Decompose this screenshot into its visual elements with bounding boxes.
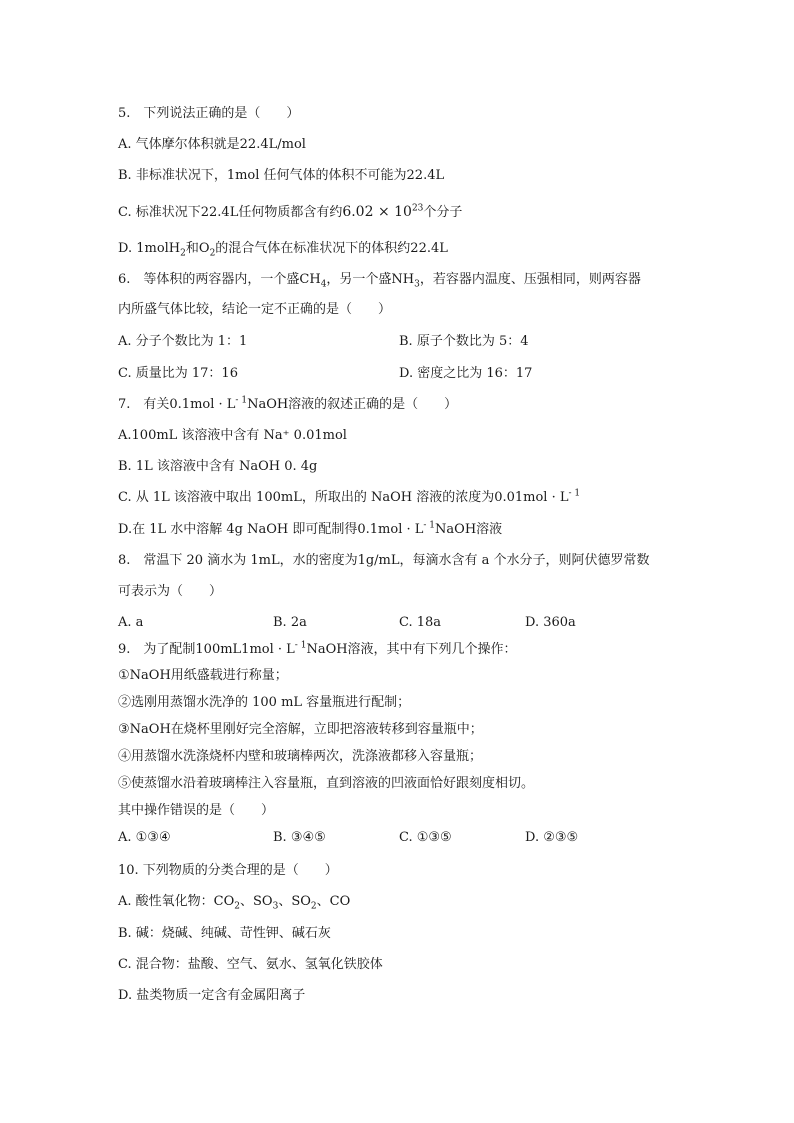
q9-question: 其中操作错误的是（ ） <box>118 803 275 818</box>
q7-stem <box>118 396 457 414</box>
q6-sub2: 3 <box>414 279 420 290</box>
q5-option-a: A. 气体摩尔体积就是22.4L/mol <box>118 137 306 152</box>
q5-option-d <box>118 240 448 258</box>
q10-a-sub2: 3 <box>272 901 279 912</box>
q5-d-tail: 的混合气体在标准状况下的体积约22.4L <box>215 241 448 256</box>
q8-option-d: D. 360a <box>525 615 576 630</box>
q8-stem-line2: 可表示为（ ） <box>118 584 223 599</box>
q7-option-d <box>118 521 502 539</box>
q7-text-b: NaOH溶液的叙述正确的是（ ） <box>247 397 458 412</box>
q10-option-c: C. 混合物：盐酸、空气、氨水、氢氧化铁胶体 <box>118 957 383 972</box>
q10-a-co: 、CO <box>316 894 351 909</box>
q10-a-so3: 、SO <box>240 894 273 909</box>
q9-step-5: ⑤使蒸馏水沿着玻璃棒注入容量瓶，直到溶液的凹液面恰好跟刻度相切。 <box>118 776 535 791</box>
q5-option-b: B. 非标准状况下，1mol 任何气体的体积不可能为22.4L <box>118 168 445 183</box>
q7-d-sup: - 1 <box>423 520 436 531</box>
q7-option-a: A.100mL 该溶液中含有 Na⁺ 0.01mol <box>118 428 347 443</box>
q6-text-b: ，另一个盛NH <box>326 272 415 287</box>
q5-d-sub1: 2 <box>180 248 186 259</box>
q7-d-text: D.在 1L 水中溶解 4g NaOH 即可配制得0.1mol · L <box>118 522 424 537</box>
q6-text-c: ，若容器内温度、压强相同，则两容器 <box>419 272 641 287</box>
q5-c-exponent: 23 <box>411 203 424 214</box>
q8-option-a: A. a <box>118 615 144 630</box>
q10-a-text: A. 酸性氧化物：CO <box>118 894 235 909</box>
q7-c-text: C. 从 1L 该溶液中取出 100mL，所取出的 NaOH 溶液的浓度为0.01mol · L <box>118 490 569 505</box>
q7-option-b: B. 1L 该溶液中含有 NaOH 0. 4g <box>118 459 318 474</box>
q5-d-mid: 和O <box>185 241 210 256</box>
q7-text-a: 7. 有关0.1mol · L <box>118 397 236 412</box>
q10-a-sub3: 2 <box>310 901 317 912</box>
q6-option-d: D. 密度之比为 16：17 <box>399 366 533 381</box>
q9-step-1: ①NaOH用纸盛载进行称量； <box>118 668 288 683</box>
q5-c-number: 6.02 × 10 <box>342 204 412 220</box>
q9-step-3: ③NaOH在烧杯里刚好完全溶解，立即把溶液转移到容量瓶中； <box>118 722 483 737</box>
q7-option-c <box>118 489 580 507</box>
q10-a-sub1: 2 <box>234 901 240 912</box>
q9-step-4: ④用蒸馏水洗涤烧杯内壁和玻璃棒两次，洗涤液都移入容量瓶； <box>118 749 483 764</box>
q8-option-c: C. 18a <box>399 615 442 630</box>
q9-option-a: A. ①③④ <box>118 830 171 845</box>
q6-stem-line1 <box>118 271 641 289</box>
q6-option-c: C. 质量比为 17：16 <box>118 366 238 381</box>
q7-d-tail: NaOH溶液 <box>435 522 503 537</box>
q10-stem: 10. 下列物质的分类合理的是（ ） <box>118 863 338 878</box>
q9-option-b: B. ③④⑤ <box>273 830 326 845</box>
q5-d-sub2: 2 <box>209 248 216 259</box>
q5-c-text: C. 标准状况下22.4L任何物质都含有约 <box>118 205 343 220</box>
q9-option-c: C. ①③⑤ <box>399 830 452 845</box>
q7-sup: - 1 <box>235 395 248 406</box>
q6-text-a: 6. 等体积的两容器内，一个盛CH <box>118 272 321 287</box>
q6-option-a: A. 分子个数比为 1：1 <box>118 334 248 349</box>
q5-c-tail: 个分子 <box>423 205 463 220</box>
q6-option-b: B. 原子个数比为 5：4 <box>399 334 529 349</box>
q5-stem: 5. 下列说法正确的是（ ） <box>118 106 300 121</box>
q8-option-b: B. 2a <box>273 615 307 630</box>
q5-d-text: D. 1molH <box>118 241 181 256</box>
q10-a-so2: 、SO <box>278 894 311 909</box>
q9-text-a: 9. 为了配制100mL1mol · L <box>118 642 295 657</box>
q5-option-c <box>118 203 462 222</box>
q7-c-sup: - 1 <box>568 488 581 499</box>
q9-sup: - 1 <box>294 640 307 651</box>
q10-option-d: D. 盐类物质一定含有金属阳离子 <box>118 988 306 1003</box>
q10-option-b: B. 碱：烧碱、纯碱、苛性钾、碱石灰 <box>118 926 331 941</box>
q9-step-2: ②选刚用蒸馏水洗净的 100 mL 容量瓶进行配制； <box>118 695 411 710</box>
q9-option-d: D. ②③⑤ <box>525 830 579 845</box>
q6-sub1: 4 <box>320 279 327 290</box>
q6-stem-line2: 内所盛气体比较，结论一定不正确的是（ ） <box>118 302 392 317</box>
q10-option-a <box>118 893 350 911</box>
q9-text-b: NaOH溶液，其中有下列几个操作： <box>306 642 517 657</box>
q8-stem-line1: 8. 常温下 20 滴水为 1mL，水的密度为1g/mL，每滴水含有 a 个水分子，则阿伏德罗常数 <box>118 553 650 568</box>
q9-stem <box>118 641 517 659</box>
